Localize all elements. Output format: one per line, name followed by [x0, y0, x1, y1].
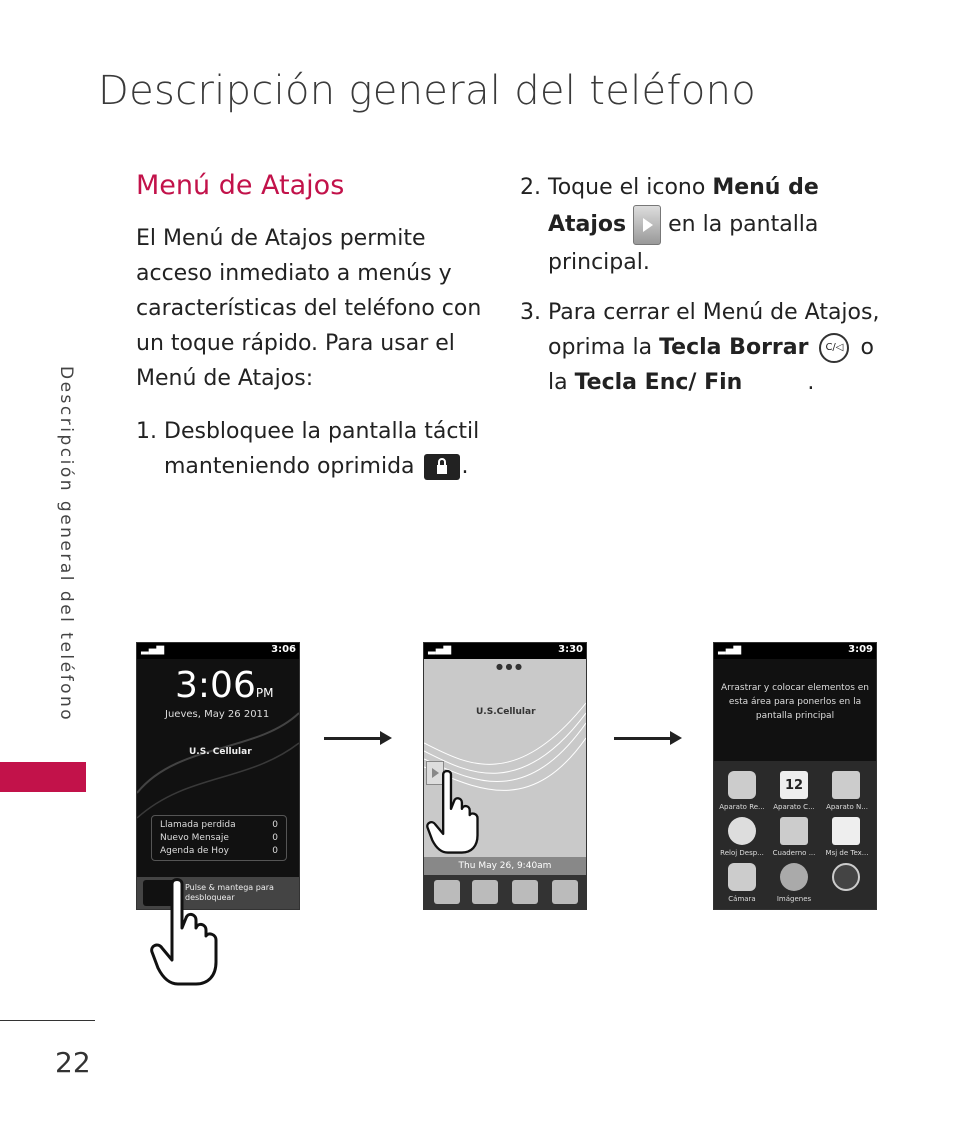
menu-grid-icon[interactable]: [512, 880, 538, 904]
lock-date: Jueves, May 26 2011: [165, 709, 270, 720]
signal-icon: ▂▄▆: [141, 644, 165, 655]
status-clock: 3:09: [848, 644, 873, 655]
step-number: 1.: [136, 419, 157, 444]
section-tab-marker: [0, 762, 86, 792]
shortcut-menu-screenshot: [713, 642, 877, 910]
app-label: Aparato Re...: [719, 803, 765, 811]
app-label: Cuaderno ...: [772, 849, 816, 857]
signal-icon: ▂▄▆: [428, 644, 452, 655]
side-section-label: Descripción general del teléfono: [56, 366, 76, 723]
notepad-icon[interactable]: [780, 817, 808, 845]
step-text-end: .: [807, 370, 815, 395]
camera-icon[interactable]: [728, 863, 756, 891]
drag-hint: Arrastrar y colocar elementos en esta área para ponerlos en la pantalla principal: [721, 683, 869, 721]
step-text-end: .: [461, 454, 469, 479]
step-text: Para cerrar el Menú de Atajos, oprima la: [548, 300, 880, 360]
shortcut-menu-icon: [633, 205, 661, 245]
status-bar: [714, 643, 876, 659]
lock-clock: 3:06PM: [175, 665, 274, 706]
step-3: [520, 295, 880, 400]
calendar-icon[interactable]: 12: [780, 771, 808, 799]
notification-row: Llamada perdida 0: [160, 820, 278, 830]
step-number: 3.: [520, 300, 541, 325]
hand-touch-icon: [426, 768, 490, 856]
app-label: Aparato C...: [773, 803, 815, 811]
page-number: 22: [55, 1046, 91, 1079]
key-name: Tecla Enc/ Fin: [574, 370, 743, 395]
status-clock: 3:06: [271, 644, 296, 655]
step-text: o la: [548, 335, 874, 395]
footer-rule: [0, 1020, 95, 1021]
page-dots: ● ● ●: [496, 662, 523, 671]
step-2: [520, 170, 850, 280]
key-name: Menú de Atajos: [548, 175, 819, 237]
key-name: Tecla Borrar: [659, 335, 809, 360]
app-label: Imágenes: [776, 895, 812, 903]
intro-paragraph: El Menú de Atajos permite acceso inmediato a menús y características del teléfono con un toque rápido. Para usar el Menú de Atajos:: [136, 226, 482, 391]
carrier-logo: U.S. Cellular: [189, 747, 252, 757]
clear-key-icon: C/◁: [819, 333, 849, 363]
alarm-clock-icon[interactable]: [728, 817, 756, 845]
unlock-hint: Pulse & mantega para desbloquear: [185, 883, 274, 902]
contacts-icon[interactable]: [552, 880, 578, 904]
phone-icon[interactable]: [472, 880, 498, 904]
app-label: Msj de Tex...: [825, 849, 869, 857]
arrow-right-icon: [614, 737, 676, 740]
signal-icon: ▂▄▆: [718, 644, 742, 655]
section-heading: Menú de Atajos: [136, 170, 345, 201]
status-clock: 3:30: [558, 644, 583, 655]
carrier-logo: U.S.Cellular: [476, 707, 536, 717]
lock-icon: [424, 454, 460, 480]
step-1: [136, 414, 496, 484]
step-text: Desbloquee la pantalla táctil manteniendo oprimida: [164, 419, 480, 479]
app-label: Reloj Desp...: [720, 849, 764, 857]
step-number: 2.: [520, 175, 541, 200]
app-label: Aparato N...: [826, 803, 868, 811]
hand-touch-icon: [150, 876, 232, 988]
dock-bar: [424, 875, 586, 909]
images-icon[interactable]: [780, 863, 808, 891]
trash-icon[interactable]: [832, 863, 860, 891]
shortcut-grid: [714, 761, 876, 909]
arrow-right-icon: [324, 737, 386, 740]
date-bar: Thu May 26, 9:40am: [424, 857, 586, 875]
message-icon[interactable]: [832, 817, 860, 845]
notification-box: [151, 815, 287, 861]
step-text: Toque el icono: [548, 175, 706, 200]
app-label: Cámara: [728, 895, 756, 903]
step-text-end: en la pantalla principal.: [548, 212, 819, 275]
notification-row: Agenda de Hoy 0: [160, 846, 278, 856]
widget-icon[interactable]: [832, 771, 860, 799]
page-title: Descripción general del teléfono: [98, 68, 757, 114]
message-icon[interactable]: [434, 880, 460, 904]
widget-icon[interactable]: [728, 771, 756, 799]
notification-row: Nuevo Mensaje 0: [160, 833, 278, 843]
lock-screen-screenshot: [136, 642, 300, 910]
